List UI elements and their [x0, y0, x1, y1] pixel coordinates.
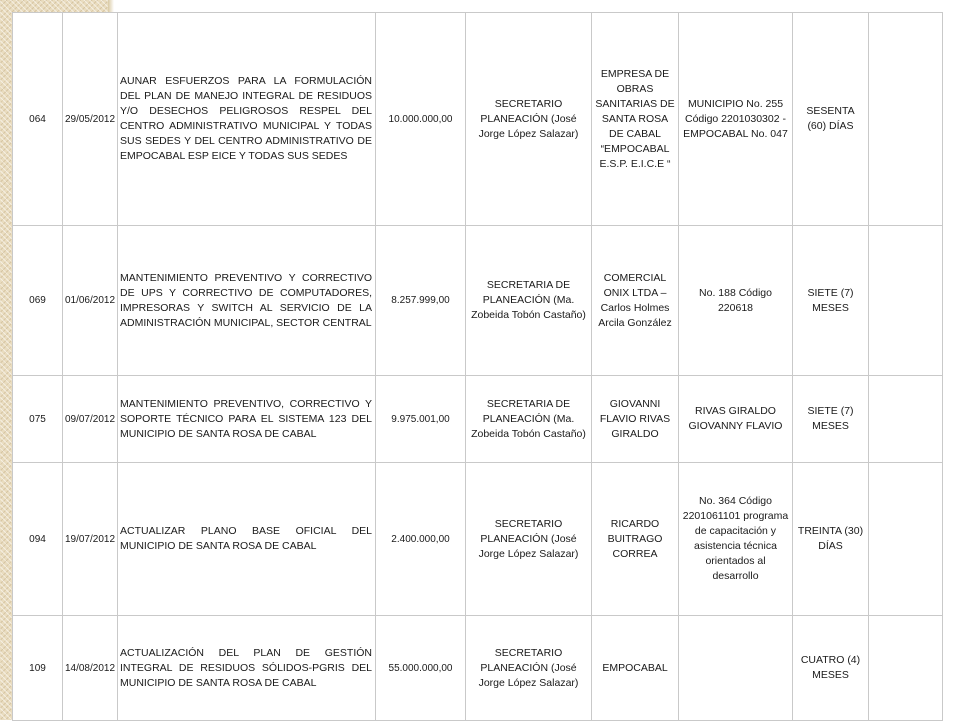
contract-term: SIETE (7) MESES [793, 376, 869, 463]
contract-term: TREINTA (30) DÍAS [793, 463, 869, 616]
contract-number: 069 [13, 226, 63, 376]
contract-supervisor: SECRETARIA DE PLANEACIÓN (Ma. Zobeida Tobón Castaño) [466, 226, 592, 376]
contract-extra [869, 13, 943, 226]
contracts-table-container [12, 12, 942, 720]
contract-term: CUATRO (4) MESES [793, 616, 869, 721]
contract-date: 01/06/2012 [63, 226, 118, 376]
table-row [13, 616, 943, 721]
contract-value: 10.000.000,00 [376, 13, 466, 226]
table-row [13, 376, 943, 463]
contract-budget-code: No. 364 Código 2201061101 programa de capacitación y asistencia técnica orientados al desarrollo [679, 463, 793, 616]
contract-extra [869, 376, 943, 463]
contract-object: MANTENIMIENTO PREVENTIVO Y CORRECTIVO DE UPS Y CORRECTIVO DE COMPUTADORES, IMPRESORAS Y SWITCH AL SERVICIO DE LA ADMINISTRACIÓN MUNICIPAL, SECTOR CENTRAL [118, 226, 376, 376]
contract-object: AUNAR ESFUERZOS PARA LA FORMULACIÓN DEL PLAN DE MANEJO INTEGRAL DE RESIDUOS Y/O DESECHOS PELIGROSOS RESPEL DEL CENTRO ADMINISTRATIVO MUNICIPAL Y TODAS SUS SEDES Y DEL CENTRO ADMINISTRATIVO DE EMPOCABAL ESP EICE Y TODAS SUS SEDES [118, 13, 376, 226]
contract-budget-code: No. 188 Código 220618 [679, 226, 793, 376]
contract-extra [869, 463, 943, 616]
contract-contractor: EMPRESA DE OBRAS SANITARIAS DE SANTA ROSA DE CABAL “EMPOCABAL E.S.P. E.I.C.E “ [592, 13, 679, 226]
contracts-table [12, 12, 943, 721]
contract-budget-code: MUNICIPIO No. 255 Código 2201030302 - EMPOCABAL No. 047 [679, 13, 793, 226]
contract-supervisor: SECRETARIA DE PLANEACIÓN (Ma. Zobeida Tobón Castaño) [466, 376, 592, 463]
contract-object: ACTUALIZAR PLANO BASE OFICIAL DEL MUNICIPIO DE SANTA ROSA DE CABAL [118, 463, 376, 616]
contract-number: 094 [13, 463, 63, 616]
contract-date: 29/05/2012 [63, 13, 118, 226]
contract-number: 109 [13, 616, 63, 721]
table-row [13, 13, 943, 226]
contract-contractor: COMERCIAL ONIX LTDA – Carlos Holmes Arcila González [592, 226, 679, 376]
contract-extra [869, 616, 943, 721]
contract-object: MANTENIMIENTO PREVENTIVO, CORRECTIVO Y SOPORTE TÉCNICO PARA EL SISTEMA 123 DEL MUNICIPIO DE SANTA ROSA DE CABAL [118, 376, 376, 463]
contract-date: 09/07/2012 [63, 376, 118, 463]
contract-number: 075 [13, 376, 63, 463]
contract-budget-code: RIVAS GIRALDO GIOVANNY FLAVIO [679, 376, 793, 463]
contract-value: 55.000.000,00 [376, 616, 466, 721]
contract-contractor: RICARDO BUITRAGO CORREA [592, 463, 679, 616]
contract-supervisor: SECRETARIO PLANEACIÓN (José Jorge López Salazar) [466, 463, 592, 616]
contract-contractor: EMPOCABAL [592, 616, 679, 721]
contract-value: 2.400.000,00 [376, 463, 466, 616]
contract-term: SESENTA (60) DÍAS [793, 13, 869, 226]
contract-object: ACTUALIZACIÓN DEL PLAN DE GESTIÓN INTEGRAL DE RESIDUOS SÓLIDOS-PGRIS DEL MUNICIPIO DE SANTA ROSA DE CABAL [118, 616, 376, 721]
contract-budget-code [679, 616, 793, 721]
contract-value: 8.257.999,00 [376, 226, 466, 376]
contract-date: 19/07/2012 [63, 463, 118, 616]
contract-contractor: GIOVANNI FLAVIO RIVAS GIRALDO [592, 376, 679, 463]
contract-number: 064 [13, 13, 63, 226]
contract-date: 14/08/2012 [63, 616, 118, 721]
contract-value: 9.975.001,00 [376, 376, 466, 463]
contract-supervisor: SECRETARIO PLANEACIÓN (José Jorge López Salazar) [466, 616, 592, 721]
contract-supervisor: SECRETARIO PLANEACIÓN (José Jorge López Salazar) [466, 13, 592, 226]
contract-extra [869, 226, 943, 376]
contract-term: SIETE (7) MESES [793, 226, 869, 376]
table-row [13, 226, 943, 376]
table-row [13, 463, 943, 616]
